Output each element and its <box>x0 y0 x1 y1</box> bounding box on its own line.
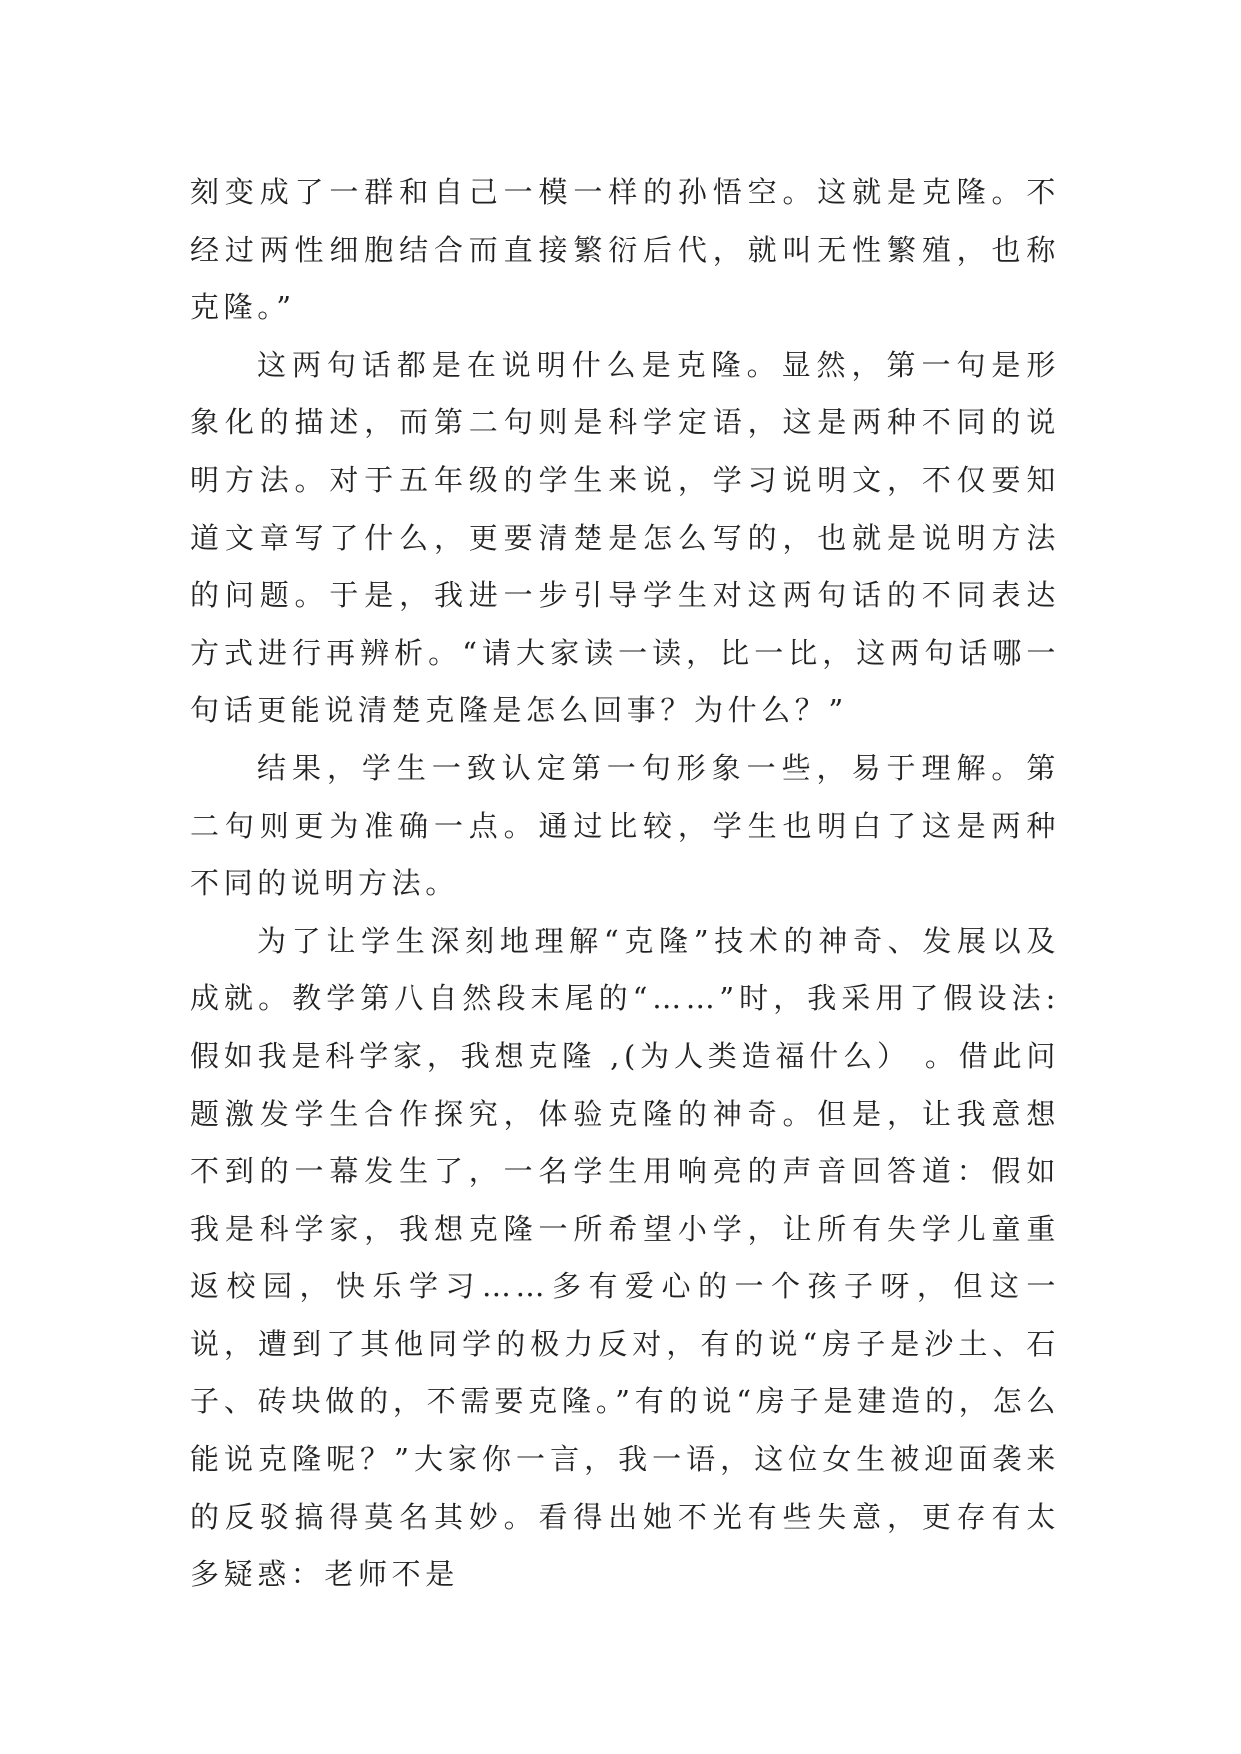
paragraph-2: 这两句话都是在说明什么是克隆。显然，第一句是形象化的描述，而第二句则是科学定语，这是两种不同的说明方法。对于五年级的学生来说，学习说明文，不仅要知道文章写了什么，更要清楚是怎么写的，也就是说明方法的问题。于是，我进一步引导学生对这两句话的不同表达方式进行再辨析。“请大家读一读，比一比，这两句话哪一句话更能说清楚克隆是怎么回事？为什么？” <box>190 347 1060 728</box>
paragraph-4: 为了让学生深刻地理解“克隆”技术的神奇、发展以及成就。教学第八自然段末尾的“……”时，我采用了假设法:假如我是科学家，我想克隆 ,(为人类造福什么） 。借此问题激发学生合作探究，体验克隆的神奇。但是，让我意想不到的一幕发生了，一名学生用响亮的声音回答道：假如我是科学家，我想克隆一所希望小学，让所有失学儿童重返校园，快乐学习……多有爱心的一个孩子呀，但这一说，遭到了其他同学的极力反对，有的说“房子是沙土、石子、砖块做的，不需要克隆。”有的说“房子是建造的，怎么能说克隆呢？”大家你一言，我一语，这位女生被迎面袭来的反驳搞得莫名其妙。看得出她不光有些失意，更存有太多疑惑：老师不是 <box>190 923 1060 1592</box>
paragraph-3: 结果，学生一致认定第一句形象一些，易于理解。第二句则更为准确一点。通过比较，学生也明白了这是两种不同的说明方法。 <box>190 750 1060 901</box>
document-body <box>190 164 1060 1604</box>
paragraph-1: 刻变成了一群和自己一模一样的孙悟空。这就是克隆。不经过两性细胞结合而直接繁衍后代，就叫无性繁殖，也称克隆。” <box>190 175 1060 325</box>
